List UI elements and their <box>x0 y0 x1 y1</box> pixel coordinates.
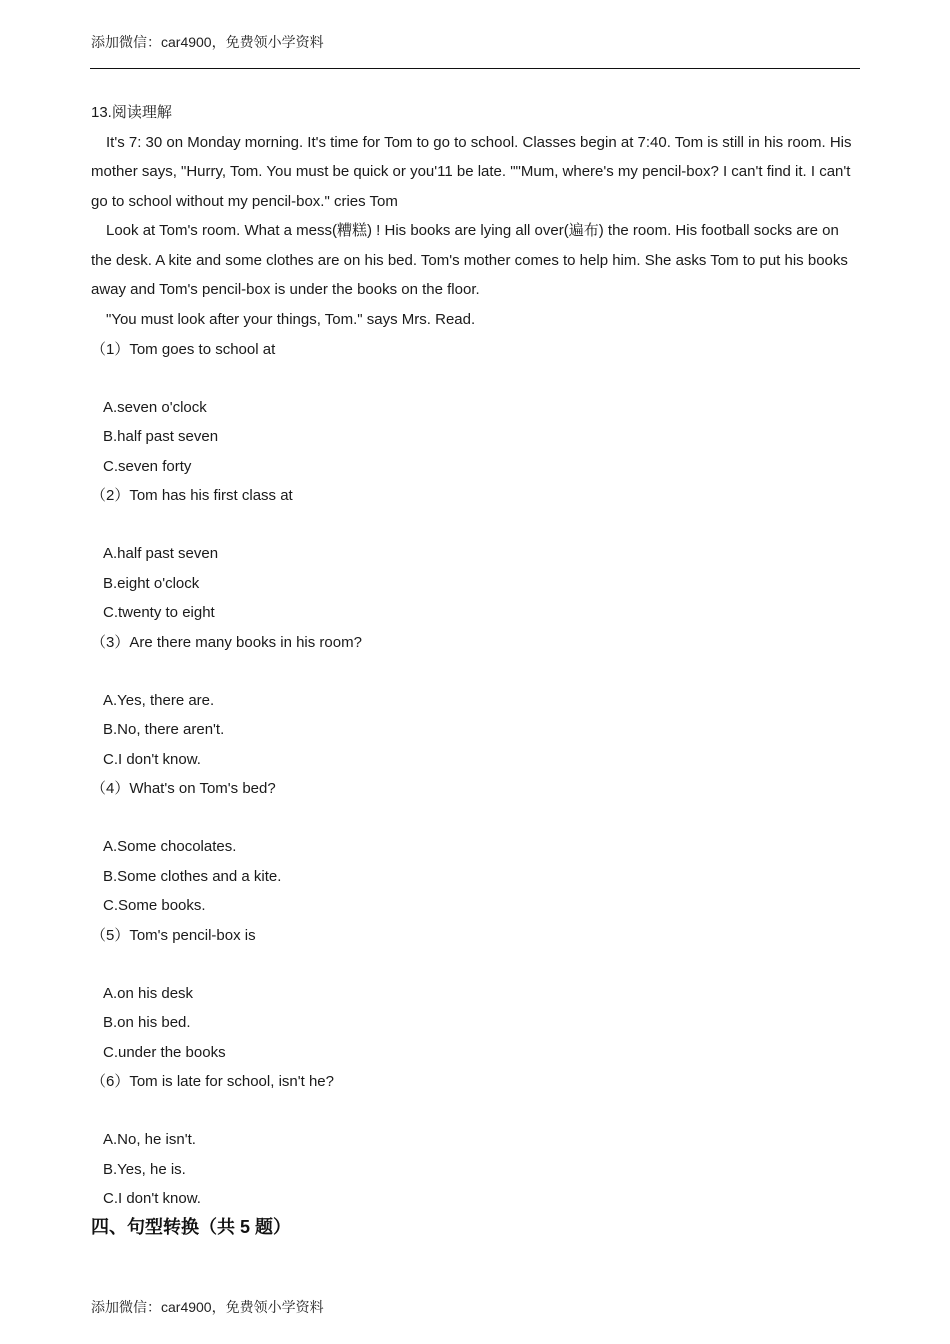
header-divider <box>90 68 860 69</box>
passage-paragraph: Look at Tom's room. What a mess(糟糕) ! His books are lying all over(遍布) the room. His football socks are on the desk. A kite and some clothes are on his bed. Tom's mother comes to help him. She asks Tom to put his books away and Tom's pencil-box is under the books on the floor. <box>91 222 848 299</box>
option-a: A.Some chocolates. <box>103 838 237 856</box>
blank-spacer <box>91 364 861 393</box>
sub-question-stem: （5）Tom's pencil-box is <box>91 926 256 944</box>
option-a: A.No, he isn't. <box>103 1131 196 1149</box>
option-b: B.Yes, he is. <box>103 1160 186 1178</box>
option-c: C.under the books <box>103 1043 226 1061</box>
reading-question <box>91 98 861 1214</box>
blank-spacer <box>91 1097 861 1126</box>
sub-question-stem: （1）Tom goes to school at <box>91 340 276 358</box>
option-c: C.seven forty <box>103 457 192 475</box>
blank-spacer <box>91 657 861 686</box>
option-c: C.Some books. <box>103 897 206 915</box>
option-b: B.No, there aren't. <box>103 721 225 739</box>
option-a: A.seven o'clock <box>103 398 207 416</box>
passage-paragraph: "You must look after your things, Tom." says Mrs. Read. <box>106 311 476 329</box>
blank-spacer <box>91 950 861 979</box>
sub-question-stem: （2）Tom has his first class at <box>91 487 293 505</box>
option-a: A.on his desk <box>103 984 194 1002</box>
footer-note: 添加微信：car4900，免费领小学资料 <box>91 1299 324 1315</box>
option-c: C.twenty to eight <box>103 604 215 622</box>
sub-question-6 <box>91 1067 861 1214</box>
option-b: B.on his bed. <box>103 1014 191 1032</box>
option-c: C.I don't know. <box>103 1190 201 1208</box>
option-a: A.half past seven <box>103 545 219 563</box>
option-b: B.half past seven <box>103 428 219 446</box>
sub-question-5 <box>91 921 861 1068</box>
option-c: C.I don't know. <box>103 750 201 768</box>
blank-spacer <box>91 804 861 833</box>
sub-question-stem: （6）Tom is late for school, isn't he? <box>91 1073 334 1091</box>
section-heading: 四、句型转换（共 5 题） <box>91 1217 292 1237</box>
sub-question-3 <box>91 628 861 775</box>
sub-question-1 <box>91 335 861 482</box>
passage-paragraph: It's 7: 30 on Monday morning. It's time for Tom to go to school. Classes begin at 7:40. Tom is still in his room. His mother says, "Hurry, Tom. You must be quick or you'11 be late. ""Mum, where's my pencil-box? I can't find it. I can't go to school without my pencil-box." cries Tom <box>91 133 852 210</box>
sub-question-stem: （4）What's on Tom's bed? <box>91 780 276 798</box>
option-b: B.Some clothes and a kite. <box>103 867 282 885</box>
sub-question-4 <box>91 774 861 921</box>
header-note: 添加微信：car4900，免费领小学资料 <box>91 34 324 50</box>
blank-spacer <box>91 511 861 540</box>
question-title: 13.阅读理解 <box>91 104 172 121</box>
option-a: A.Yes, there are. <box>103 691 215 709</box>
sub-question-stem: （3）Are there many books in his room? <box>91 633 362 651</box>
sub-question-2 <box>91 481 861 628</box>
option-b: B.eight o'clock <box>103 574 200 592</box>
